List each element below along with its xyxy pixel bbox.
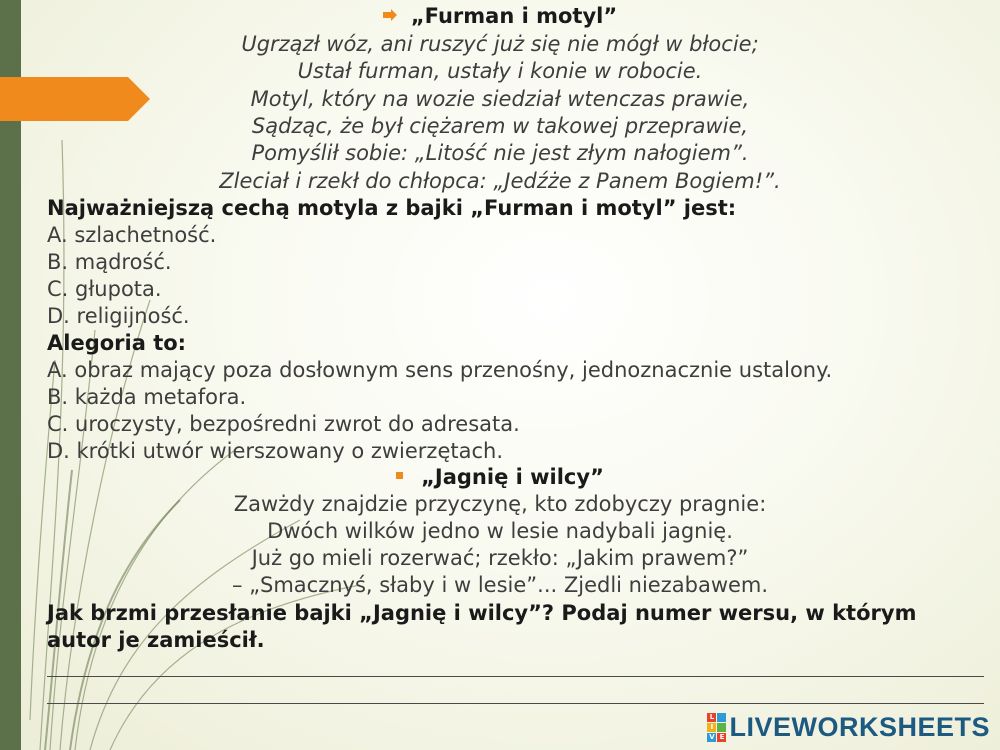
question1-text: Najważniejszą cechą motyla z bajki „Furman i motyl” jest:	[47, 196, 737, 220]
poem1-title: „Furman i motyl”	[410, 4, 618, 28]
question2-text: Alegoria to:	[47, 331, 187, 355]
question2-option-a[interactable]: A. obraz mający poza dosłownym sens przenośny, jednoznacznie ustalony.	[47, 358, 833, 382]
question1-option-b[interactable]: B. mądrość.	[47, 250, 172, 274]
logo-badge-icon	[707, 713, 726, 742]
question2-option-d[interactable]: D. krótki utwór wierszowany o zwierzętach.	[47, 439, 504, 463]
question3-text-line-2: autor je zamieścił.	[47, 628, 265, 652]
question2-option-c[interactable]: C. uroczysty, bezpośredni zwrot do adresata.	[47, 412, 520, 436]
question1-option-d[interactable]: D. religijność.	[47, 304, 190, 328]
poem2-line-1: Zawżdy znajdzie przyczynę, kto zdobyczy pragnie:	[233, 492, 767, 516]
poem2-line-3: Już go mieli rozerwać; rzekło: „Jakim prawem?”	[251, 546, 749, 570]
liveworksheets-logo	[707, 712, 990, 742]
logo-badge-cell	[717, 713, 726, 722]
question1-option-c[interactable]: C. głupota.	[47, 277, 162, 301]
answer-line-2[interactable]	[47, 703, 984, 704]
answer-line-1[interactable]	[47, 676, 984, 677]
poem1-title-row	[0, 3, 1000, 29]
question1-option-a[interactable]: A. szlachetność.	[47, 223, 217, 247]
poem1-line-5: Pomyślił sobie: „Litość nie jest złym nałogiem”.	[251, 141, 749, 165]
poem2-title: „Jagnię i wilcy”	[421, 465, 604, 489]
poem1-line-6: Zleciał i rzekł do chłopca: „Jedźże z Panem Bogiem!”.	[219, 169, 781, 193]
arrow-bullet-icon	[383, 9, 397, 21]
question2-option-b[interactable]: B. każda metafora.	[47, 385, 247, 409]
question3-text-line-1: Jak brzmi przesłanie bajki „Jagnię i wilcy”? Podaj numer wersu, w którym	[47, 601, 917, 625]
logo-badge-letter: V	[709, 732, 715, 741]
poem1-line-2: Ustał furman, ustały i konie w robocie.	[297, 59, 703, 83]
logo-badge-letter: I	[707, 723, 716, 732]
poem1-line-1: Ugrzązł wóz, ani ruszyć już się nie mógł w błocie;	[241, 32, 759, 56]
poem1-line-3: Motyl, który na wozie siedział wtenczas prawie,	[250, 87, 750, 111]
poem1-line-4: Sądząc, że był ciężarem w takowej przeprawie,	[251, 114, 749, 138]
logo-badge-letter: E	[717, 733, 726, 742]
square-bullet-icon	[396, 472, 403, 479]
poem2-line-2: Dwóch wilków jedno w lesie nadybali jagnię.	[267, 519, 733, 543]
logo-badge-letter: L	[707, 713, 716, 722]
logo-badge-cell	[717, 723, 726, 732]
poem2-line-4: – „Smacznyś, słaby i w lesie”... Zjedli niezabawem.	[231, 573, 769, 597]
poem2-title-row	[0, 464, 1000, 490]
logo-text: LIVEWORKSHEETS	[729, 711, 990, 742]
